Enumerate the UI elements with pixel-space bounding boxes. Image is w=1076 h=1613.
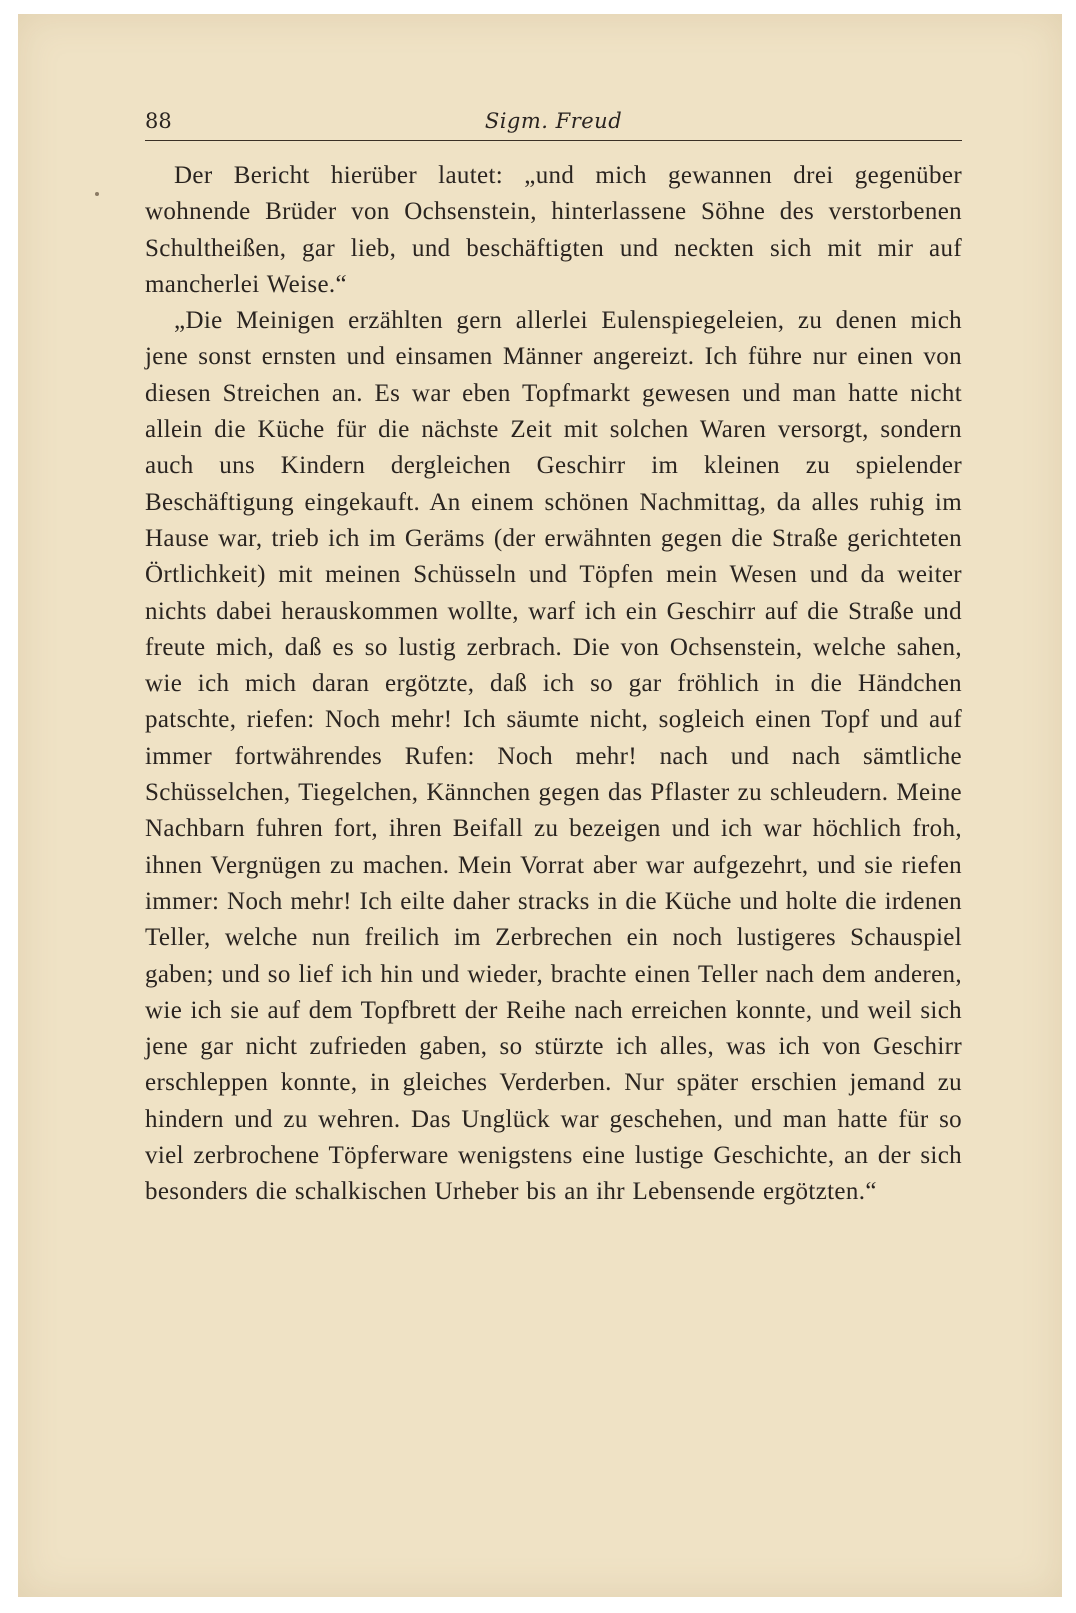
running-head: [145, 108, 962, 141]
page-number: 88: [145, 109, 172, 133]
running-title: Sigm. Freud: [484, 109, 623, 133]
paragraph-2: „Die Meinigen erzählten gern allerlei Eulenspiegeleien, zu denen mich jene sonst ernsten und einsamen Männer angereizt. Ich führe nur einen von diesen Streichen an. Es war eben Topfmarkt gewesen und man hatte nicht allein die Küche für die nächste Zeit mit solchen Waren versorgt, sondern auch uns Kindern dergleichen Geschirr im kleinen zu spielender Beschäftigung eingekauft. An einem schönen Nachmittag, da alles ruhig im Hause war, trieb ich im Geräms (der erwähnten gegen die Straße gerichteten Örtlichkeit) mit meinen Schüsseln und Töpfen mein Wesen und da weiter nichts dabei herauskommen wollte, warf ich ein Geschirr auf die Straße und freute mich, daß es so lustig zerbrach. Die von Ochsenstein, welche sahen, wie ich mich daran ergötzte, daß ich so gar fröhlich in die Händchen patschte, riefen: Noch mehr! Ich säumte nicht, sogleich einen Topf und auf immer fortwährendes Rufen: Noch mehr! nach und nach sämtliche Schüsselchen, Tiegelchen, Kännchen gegen das Pflaster zu schleudern. Meine Nachbarn fuhren fort, ihren Beifall zu bezeigen und ich war höchlich froh, ihnen Vergnügen zu machen. Mein Vorrat aber war aufgezehrt, und sie riefen immer: Noch mehr! Ich eilte daher stracks in die Küche und holte die irdenen Teller, welche nun freilich im Zerbrechen ein noch lustigeres Schauspiel gaben; und so lief ich hin und wieder, brachte einen Teller nach dem anderen, wie ich sie auf dem Topfbrett der Reihe nach erreichen konnte, und weil sich jene gar nicht zufrieden gaben, so stürzte ich alles, was ich von Geschirr erschleppen konnte, in gleiches Verderben. Nur später erschien jemand zu hindern und zu wehren. Das Unglück war geschehen, und man hatte für so viel zerbrochene Töpferware wenigstens eine lustige Geschichte, an der sich besonders die schalkischen Urheber bis an ihr Lebensende ergötzten.“: [145, 307, 962, 1206]
margin-mark: [95, 192, 99, 196]
body-text: [145, 158, 962, 1211]
paragraph-1: Der Bericht hierüber lautet: „und mich gewannen drei gegenüber wohnende Brüder von Ochsenstein, hinterlassene Söhne des verstorbenen Schultheißen, gar lieb, und beschäftigten und neckten sich mit mir auf mancherlei Weise.“: [145, 162, 962, 298]
